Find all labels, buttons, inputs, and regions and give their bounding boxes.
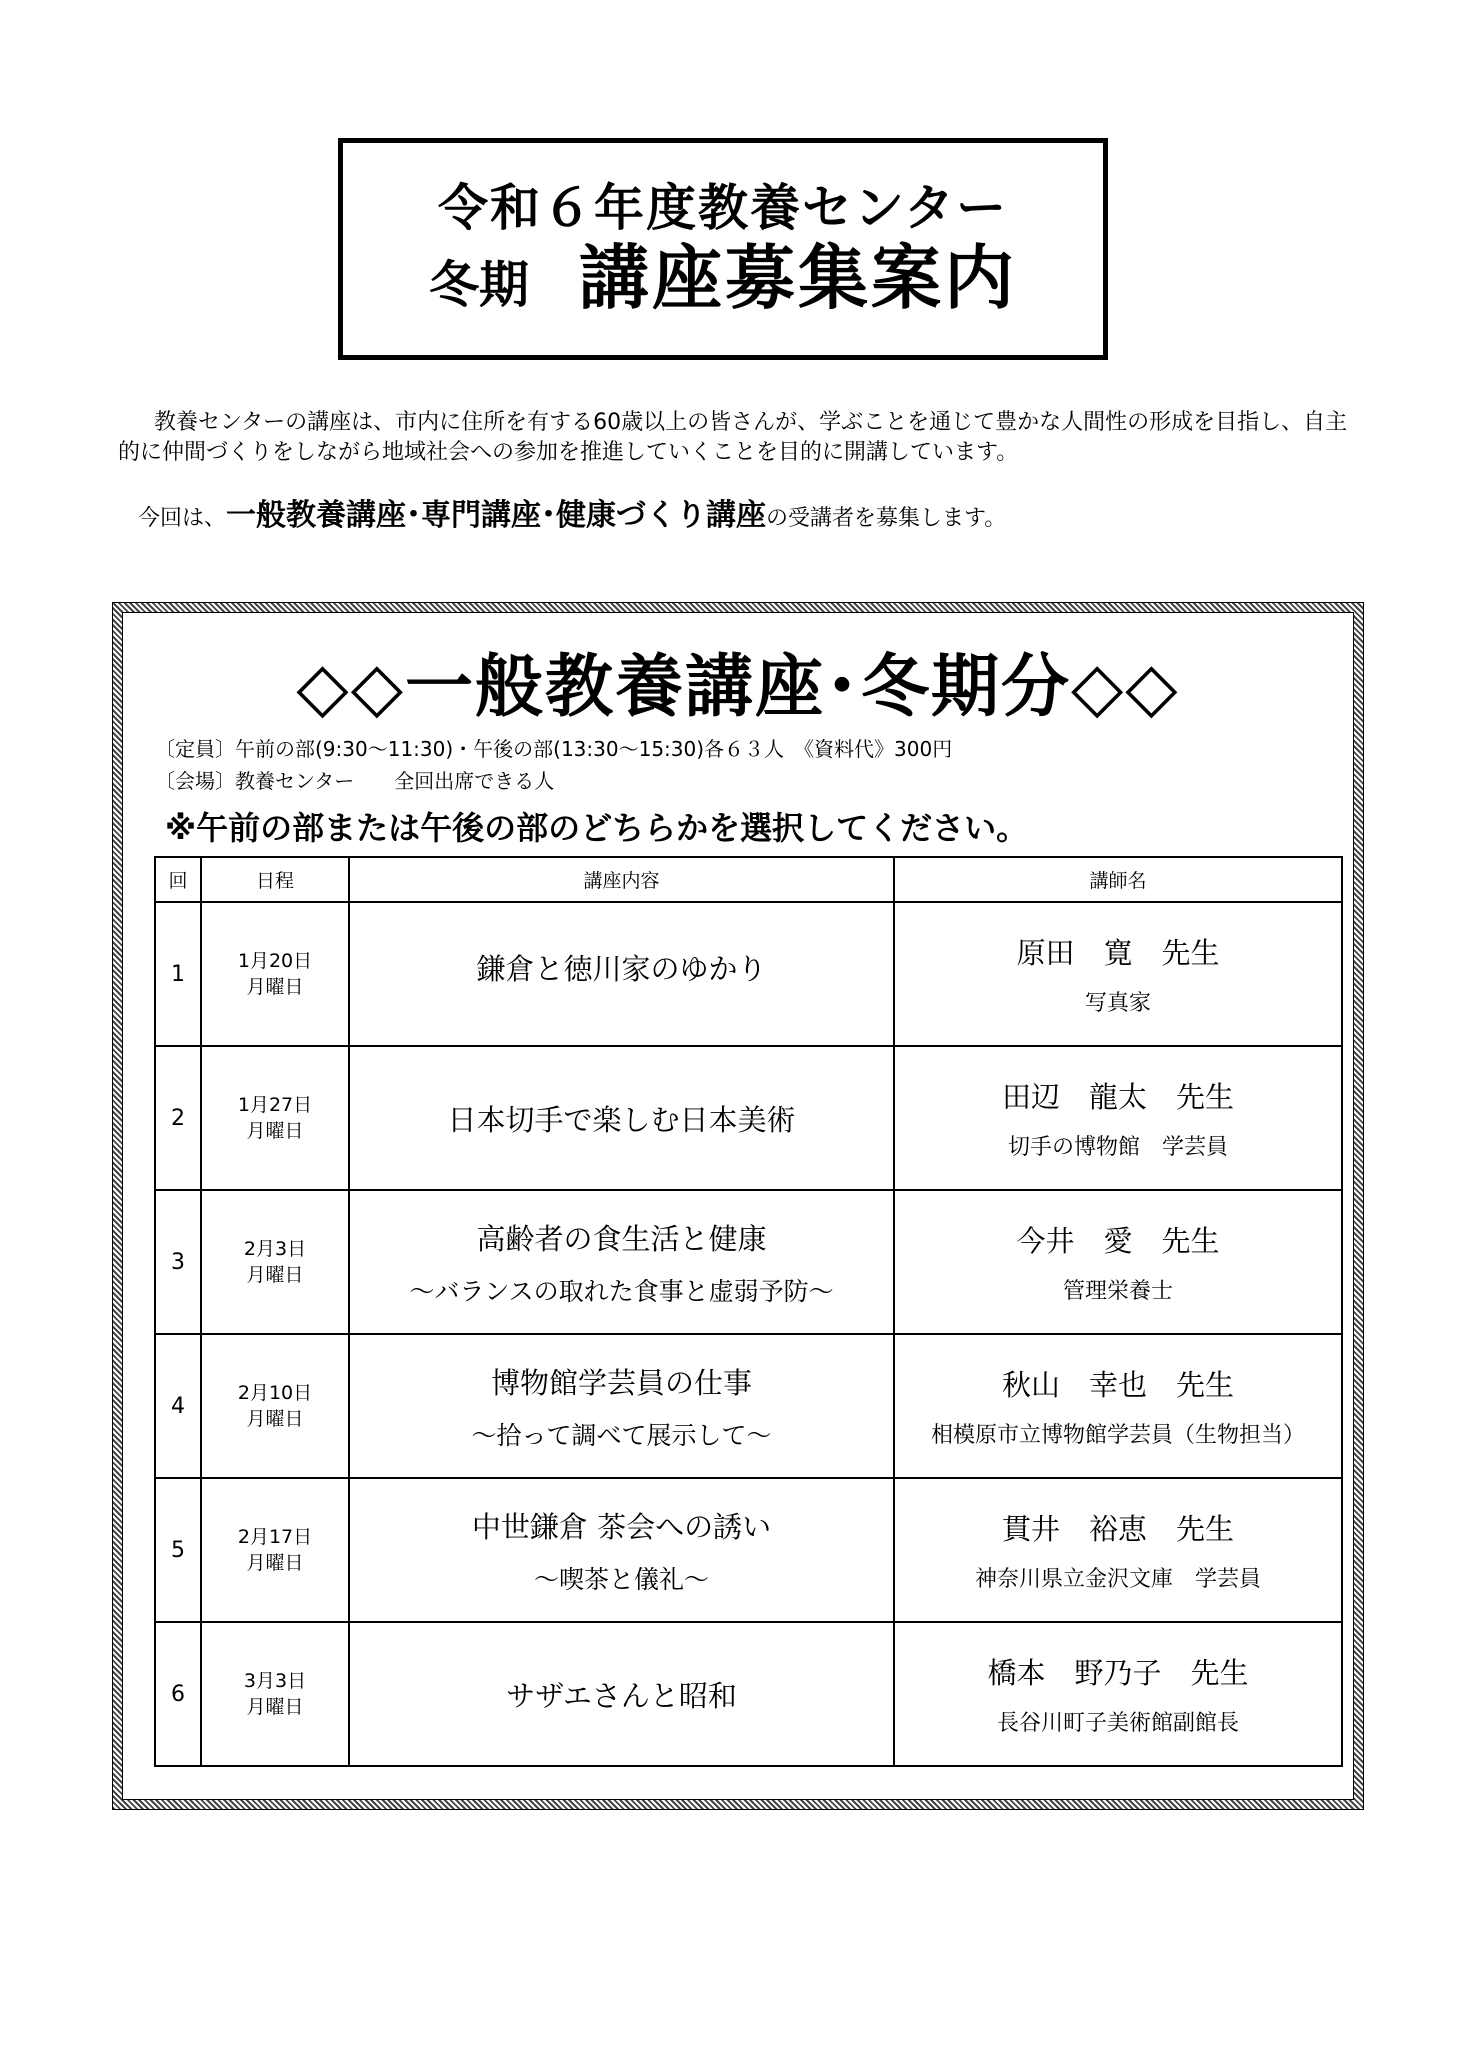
row-date-text: 3月3日 xyxy=(243,1670,307,1692)
row-lecturer-name: 貫井 裕恵 先生 xyxy=(1001,1512,1234,1546)
row-content-title: 博物館学芸員の仕事 xyxy=(490,1365,752,1400)
course-frame xyxy=(112,602,1364,1810)
row-lecturer-name: 今井 愛 先生 xyxy=(1016,1224,1220,1258)
row-date xyxy=(201,1334,349,1478)
row-date xyxy=(201,1622,349,1766)
row-date-text: 2月10日 xyxy=(237,1382,313,1404)
header-num: 回 xyxy=(155,857,201,902)
row-content-subtitle: ～喫茶と儀礼～ xyxy=(533,1564,709,1594)
page-title-line1: 令和６年度教養センター xyxy=(438,179,1008,237)
capacity-info: 〔定員〕午前の部(9:30～11:30)・午後の部(13:30～15:30)各６３人 《資料代》300円 xyxy=(155,737,953,761)
recruit-line xyxy=(138,490,1006,534)
row-num: 3 xyxy=(155,1190,201,1334)
row-lecturer-role: 写真家 xyxy=(1084,991,1151,1016)
title-main: 講座募集案内 xyxy=(579,236,1017,319)
recruit-courses: 一般教養講座･専門講座･健康づくり講座 xyxy=(226,498,767,533)
row-content-subtitle: ～バランスの取れた食事と虚弱予防～ xyxy=(409,1276,834,1306)
recruit-prefix: 今回は、 xyxy=(138,506,227,531)
row-content-title: 鎌倉と徳川家のゆかり xyxy=(476,951,767,986)
row-date-text: 2月17日 xyxy=(237,1526,313,1548)
row-lecturer xyxy=(894,1478,1342,1622)
title-box xyxy=(338,138,1108,360)
table-row xyxy=(155,1334,1342,1478)
row-day-text: 月曜日 xyxy=(246,1552,304,1574)
row-content xyxy=(349,1046,894,1190)
row-day-text: 月曜日 xyxy=(246,1264,304,1286)
row-date xyxy=(201,1046,349,1190)
row-num: 6 xyxy=(155,1622,201,1766)
row-day-text: 月曜日 xyxy=(246,976,304,998)
row-lecturer xyxy=(894,1622,1342,1766)
row-date xyxy=(201,902,349,1046)
row-lecturer-role: 長谷川町子美術館副館長 xyxy=(996,1711,1239,1736)
header-content: 講座内容 xyxy=(349,857,894,902)
venue-info: 〔会場〕教養センター 全回出席できる人 xyxy=(155,769,555,793)
row-day-text: 月曜日 xyxy=(246,1120,304,1142)
row-content xyxy=(349,1334,894,1478)
table-header-row xyxy=(155,857,1342,902)
row-date xyxy=(201,1478,349,1622)
row-content-title: 高齢者の食生活と健康 xyxy=(476,1221,767,1256)
row-num: 2 xyxy=(155,1046,201,1190)
row-lecturer-name: 橋本 野乃子 先生 xyxy=(987,1656,1249,1690)
row-content-title: 日本切手で楽しむ日本美術 xyxy=(447,1102,796,1137)
row-day-text: 月曜日 xyxy=(246,1696,304,1718)
row-content xyxy=(349,902,894,1046)
row-date-text: 1月27日 xyxy=(237,1094,313,1116)
row-lecturer-role: 相模原市立博物館学芸員（生物担当） xyxy=(930,1423,1305,1448)
row-lecturer-role: 管理栄養士 xyxy=(1062,1279,1173,1304)
row-day-text: 月曜日 xyxy=(246,1408,304,1430)
row-content xyxy=(349,1622,894,1766)
row-lecturer xyxy=(894,1046,1342,1190)
row-lecturer-name: 田辺 龍太 先生 xyxy=(1001,1080,1234,1114)
row-lecturer xyxy=(894,1334,1342,1478)
recruit-suffix: の受講者を募集します。 xyxy=(766,506,1007,531)
page-title-line2 xyxy=(429,238,1017,319)
row-lecturer-role: 神奈川県立金沢文庫 学芸員 xyxy=(974,1567,1261,1592)
row-lecturer-role: 切手の博物館 学芸員 xyxy=(1007,1135,1228,1160)
row-date xyxy=(201,1190,349,1334)
table-row xyxy=(155,902,1342,1046)
row-date-text: 1月20日 xyxy=(237,950,313,972)
row-lecturer xyxy=(894,1190,1342,1334)
table-row xyxy=(155,1190,1342,1334)
table-row xyxy=(155,1478,1342,1622)
row-lecturer-name: 秋山 幸也 先生 xyxy=(1001,1368,1234,1402)
row-content-title: 中世鎌倉 茶会への誘い xyxy=(471,1509,772,1544)
table-row xyxy=(155,1622,1342,1766)
row-date-text: 2月3日 xyxy=(243,1238,307,1260)
course-frame-inner xyxy=(122,612,1354,1800)
row-lecturer-name: 原田 寛 先生 xyxy=(1016,936,1220,970)
row-content-title: サザエさんと昭和 xyxy=(506,1678,737,1713)
row-num: 5 xyxy=(155,1478,201,1622)
row-num: 4 xyxy=(155,1334,201,1478)
section-title: ◇◇一般教養講座･冬期分◇◇ xyxy=(296,648,1180,727)
schedule-table xyxy=(154,856,1343,1767)
row-content xyxy=(349,1190,894,1334)
row-content xyxy=(349,1478,894,1622)
table-row xyxy=(155,1046,1342,1190)
row-content-subtitle: ～拾って調べて展示して～ xyxy=(471,1420,772,1450)
row-num: 1 xyxy=(155,902,201,1046)
header-date: 日程 xyxy=(201,857,349,902)
intro-paragraph: 教養センターの講座は、市内に住所を有する60歳以上の皆さんが、学ぶことを通じて豊かな人間性の形成を目指し、自主的に仲間づくりをしながら地域社会への参加を推進していくことを目的に開講しています。 xyxy=(118,410,1348,465)
title-season: 冬期 xyxy=(429,255,529,314)
selection-notice: ※午前の部または午後の部のどちらかを選択してください。 xyxy=(165,809,1029,847)
header-lecturer: 講師名 xyxy=(894,857,1342,902)
row-lecturer xyxy=(894,902,1342,1046)
